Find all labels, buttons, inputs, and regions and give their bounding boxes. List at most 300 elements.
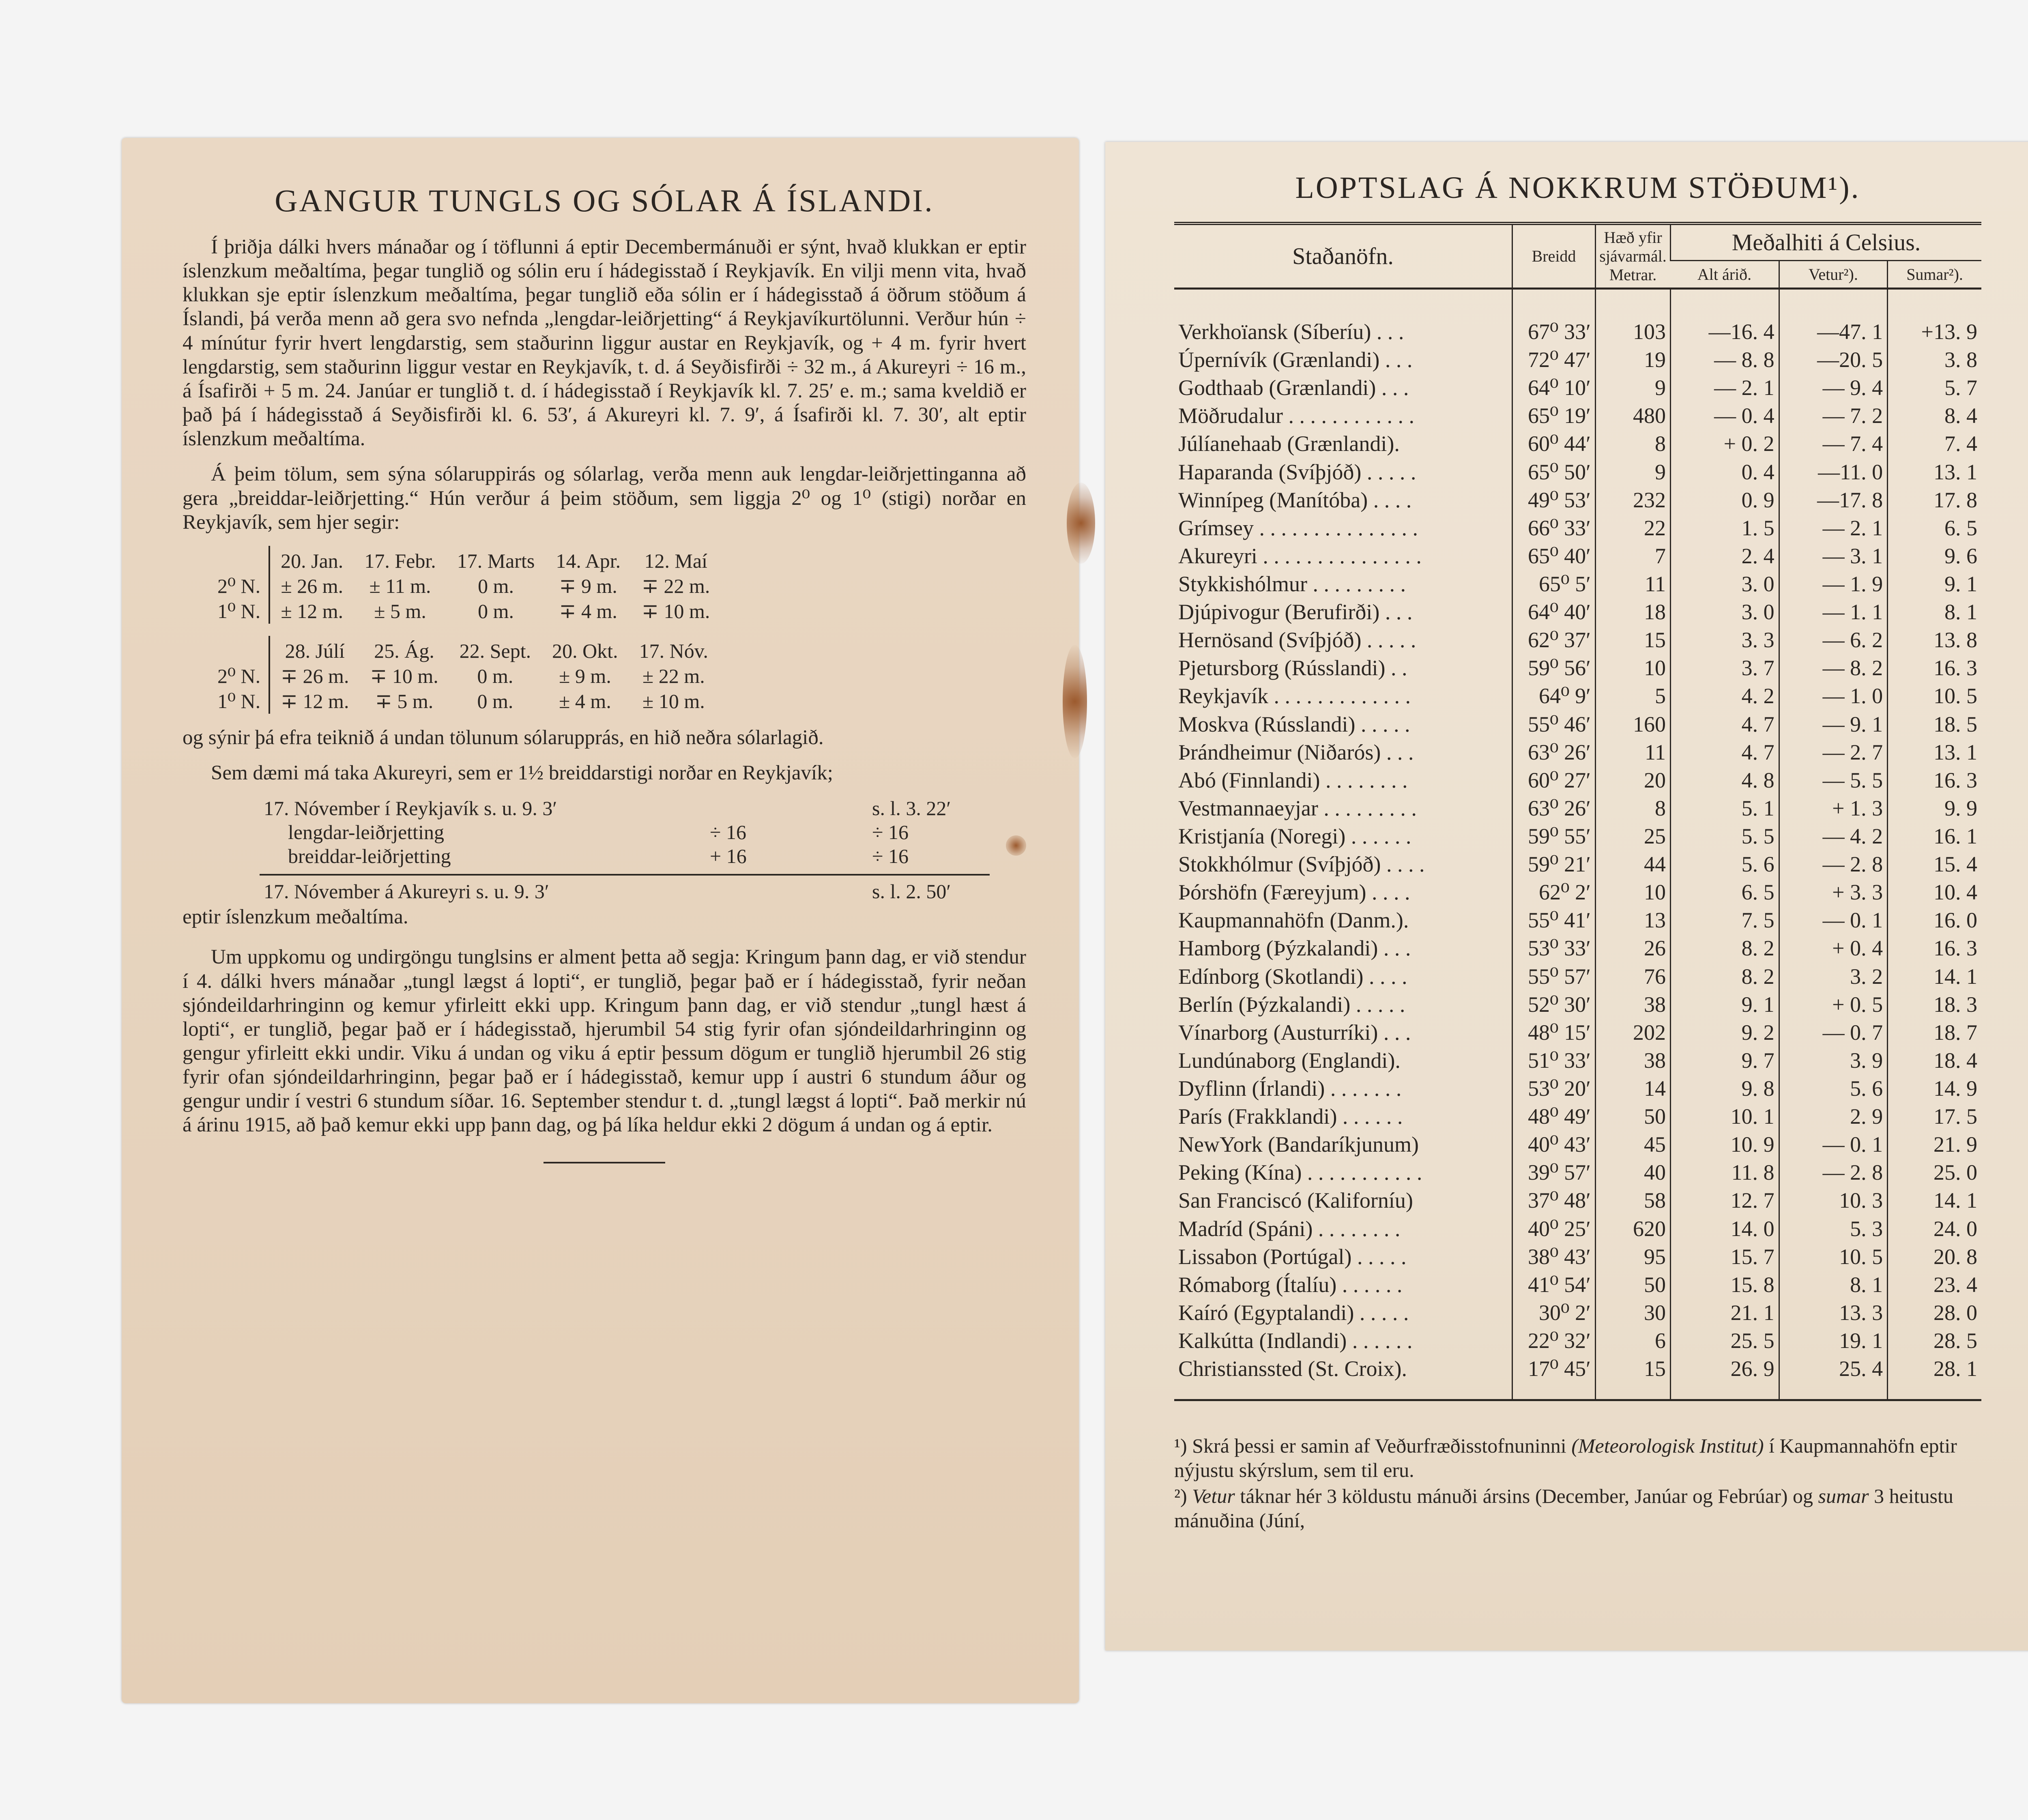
table-row <box>1174 1103 1981 1131</box>
height-cell: 38 <box>1596 1047 1671 1075</box>
temp-summer-cell: 18. 5 <box>1888 710 1981 738</box>
temp-summer-cell: 9. 1 <box>1888 570 1981 598</box>
temp-year-cell: — 8. 8 <box>1671 346 1779 374</box>
temp-year-cell: 14. 0 <box>1671 1215 1779 1243</box>
temp-summer-cell: 8. 1 <box>1888 598 1981 626</box>
latitude-cell: 40⁰ 25′ <box>1512 1215 1596 1243</box>
latitude-cell: 65⁰ 19′ <box>1512 402 1596 430</box>
temp-summer-cell: 7. 4 <box>1888 430 1981 458</box>
header-year: Alt árið. <box>1671 261 1779 289</box>
header-winter: Vetur²). <box>1779 261 1888 289</box>
temp-winter-cell: —11. 0 <box>1779 458 1888 486</box>
latitude-cell: 48⁰ 15′ <box>1512 1019 1596 1047</box>
place-name-cell: Peking (Kína) . . . . . . . . . . . <box>1178 1160 1422 1185</box>
correction-table-second-half <box>207 636 719 714</box>
place-name-cell: Winnípeg (Manítóba) . . . . <box>1178 487 1412 512</box>
temp-summer-cell: 18. 4 <box>1888 1047 1981 1075</box>
latitude-cell: 66⁰ 33′ <box>1512 514 1596 542</box>
temp-winter-cell: —20. 5 <box>1779 346 1888 374</box>
temp-summer-cell: 18. 3 <box>1888 991 1981 1019</box>
temp-winter-cell: — 3. 1 <box>1779 542 1888 570</box>
temp-winter-cell: —17. 8 <box>1779 486 1888 514</box>
header-summer: Sumar²). <box>1888 261 1981 289</box>
latitude-cell: 63⁰ 26′ <box>1512 738 1596 766</box>
latitude-cell: 63⁰ 26′ <box>1512 794 1596 822</box>
table-row <box>1174 1159 1981 1187</box>
temp-year-cell: 2. 4 <box>1671 542 1779 570</box>
height-cell: 44 <box>1596 850 1671 878</box>
latitude-cell: 60⁰ 44′ <box>1512 430 1596 458</box>
table-cell: ∓ 22 m. <box>642 574 710 597</box>
table-row <box>1174 598 1981 626</box>
place-name-cell: Dyflinn (Írlandi) . . . . . . . <box>1178 1076 1402 1101</box>
place-name-cell: Godthaab (Grænlandi) . . . <box>1178 376 1409 400</box>
place-name-cell: París (Frakklandi) . . . . . . <box>1178 1104 1403 1129</box>
height-cell: 76 <box>1596 963 1671 991</box>
place-name-cell: Haparanda (Svíþjóð) . . . . . <box>1178 459 1416 484</box>
table-row <box>1174 1131 1981 1159</box>
place-name-cell: Þrándheimur (Niðarós) . . . <box>1178 740 1414 764</box>
header-height: Hæð yfir sjávarmál. Metrar. <box>1596 223 1671 289</box>
correction-table-first-half <box>207 546 720 624</box>
temp-summer-cell: 21. 9 <box>1888 1131 1981 1159</box>
latitude-cell: 55⁰ 41′ <box>1512 906 1596 934</box>
temp-winter-cell: 5. 6 <box>1779 1075 1888 1103</box>
temp-year-cell: 0. 9 <box>1671 486 1779 514</box>
temp-winter-cell: 8. 1 <box>1779 1271 1888 1299</box>
height-cell: 6 <box>1596 1327 1671 1355</box>
temp-summer-cell: 6. 5 <box>1888 514 1981 542</box>
height-cell: 9 <box>1596 458 1671 486</box>
table-row <box>1174 822 1981 850</box>
table-row <box>1174 766 1981 794</box>
temp-summer-cell: 9. 9 <box>1888 794 1981 822</box>
paragraph-sign-explanation: og sýnir þá efra teiknið á undan tölunum sólarupprás, en hið neðra sólarlagið. <box>183 726 824 749</box>
temp-summer-cell: 28. 0 <box>1888 1299 1981 1327</box>
left-page <box>122 138 1079 1703</box>
calc-row: 17. Nóvember í Reykjavík s. u. 9. 3′ s. l. 3. 22′ <box>264 797 951 820</box>
place-name-cell: Möðrudalur . . . . . . . . . . . . <box>1178 403 1414 428</box>
left-page-content <box>183 182 1026 1163</box>
temp-summer-cell: 13. 8 <box>1888 626 1981 654</box>
height-cell: 26 <box>1596 934 1671 962</box>
temp-year-cell: 5. 1 <box>1671 794 1779 822</box>
temp-winter-cell: — 6. 2 <box>1779 626 1888 654</box>
table-cell: ∓ 4 m. <box>559 599 617 622</box>
height-cell: 8 <box>1596 794 1671 822</box>
latitude-cell: 38⁰ 43′ <box>1512 1243 1596 1271</box>
temp-year-cell: 4. 7 <box>1671 710 1779 738</box>
temp-year-cell: 9. 1 <box>1671 991 1779 1019</box>
place-name-cell: Kaíró (Egyptalandi) . . . . . <box>1178 1300 1409 1325</box>
place-name-cell: Christianssted (St. Croix). <box>1174 1355 1512 1400</box>
temp-summer-cell: 20. 8 <box>1888 1243 1981 1271</box>
temp-summer-cell: 17. 8 <box>1888 486 1981 514</box>
temp-summer-cell: 13. 1 <box>1888 458 1981 486</box>
height-cell: 11 <box>1596 738 1671 766</box>
place-name-cell: Júlíanehaab (Grænlandi). <box>1178 431 1400 456</box>
row-label: 1⁰ N. <box>207 689 269 714</box>
table-row <box>207 689 719 714</box>
table-row <box>1174 1075 1981 1103</box>
temp-summer-cell: 10. 4 <box>1888 878 1981 906</box>
table-row <box>1174 346 1981 374</box>
table-row <box>1174 1187 1981 1215</box>
table-cell: ∓ 5 m. <box>375 689 434 713</box>
table-row <box>1174 458 1981 486</box>
paragraph-latitude-correction: Á þeim tölum, sem sýna sólaruppirás og sólarlag, verða menn auk lengdar-leiðrjettinganna að gera „breiddar-leiðrjetting.“ Hún verður á þeim stöðum, sem liggja 2⁰ og 1⁰ (stigi) norðar en Reykjavík, sem hjer segir: <box>183 463 1026 534</box>
header-mean-temperature: Meðalhiti á Celsius. <box>1671 223 1982 261</box>
column-header: 17. Febr. <box>364 549 436 572</box>
left-page-title: GANGUR TUNGLS OG SÓLAR Á ÍSLANDI. <box>275 183 934 218</box>
height-cell: 8 <box>1596 430 1671 458</box>
height-cell: 14 <box>1596 1075 1671 1103</box>
latitude-cell: 49⁰ 53′ <box>1512 486 1596 514</box>
latitude-cell: 72⁰ 47′ <box>1512 346 1596 374</box>
height-cell: 160 <box>1596 710 1671 738</box>
height-cell: 5 <box>1596 682 1671 710</box>
table-row <box>1174 738 1981 766</box>
temp-winter-cell: 2. 9 <box>1779 1103 1888 1131</box>
latitude-cell: 39⁰ 57′ <box>1512 1159 1596 1187</box>
table-row <box>1174 1355 1981 1400</box>
temp-year-cell: 21. 1 <box>1671 1299 1779 1327</box>
place-name-cell: Stykkishólmur . . . . . . . . . <box>1178 571 1406 596</box>
height-cell: 10 <box>1596 654 1671 682</box>
temp-summer-cell: 24. 0 <box>1888 1215 1981 1243</box>
place-name-cell: NewYork (Bandaríkjunum) <box>1178 1132 1419 1157</box>
temp-winter-cell: + 1. 3 <box>1779 794 1888 822</box>
place-name-cell: Hernösand (Svíþjóð) . . . . . <box>1178 628 1416 652</box>
latitude-cell: 52⁰ 30′ <box>1512 991 1596 1019</box>
stain <box>1063 645 1087 758</box>
height-cell: 45 <box>1596 1131 1671 1159</box>
table-row <box>1174 1243 1981 1271</box>
place-name-cell: Reykjavík . . . . . . . . . . . . . <box>1178 684 1411 708</box>
table-cell: ± 4 m. <box>559 689 611 713</box>
column-header: 17. Marts <box>457 549 535 572</box>
temp-winter-cell: — 7. 4 <box>1779 430 1888 458</box>
table-row <box>207 546 720 573</box>
height-cell: 25 <box>1596 822 1671 850</box>
temp-summer-cell: 16. 1 <box>1888 822 1981 850</box>
temp-year-cell: 10. 1 <box>1671 1103 1779 1131</box>
stain <box>1067 483 1095 564</box>
temp-winter-cell: — 1. 0 <box>1779 682 1888 710</box>
temp-summer-cell: 8. 4 <box>1888 402 1981 430</box>
table-row <box>1174 1215 1981 1243</box>
temp-winter-cell: 19. 1 <box>1779 1327 1888 1355</box>
place-name-cell: Kaupmannahöfn (Danm.). <box>1178 908 1409 933</box>
temp-year-cell: 4. 2 <box>1671 682 1779 710</box>
temp-winter-cell: — 9. 4 <box>1779 374 1888 402</box>
temp-winter-cell: 13. 3 <box>1779 1299 1888 1327</box>
temp-summer-cell: 13. 1 <box>1888 738 1981 766</box>
temp-summer-cell: 23. 4 <box>1888 1271 1981 1299</box>
temp-year-cell: 5. 5 <box>1671 822 1779 850</box>
table-cell: ∓ 26 m. <box>281 664 349 687</box>
place-name-cell: Madríd (Spáni) . . . . . . . . <box>1178 1216 1401 1241</box>
table-row <box>1174 1047 1981 1075</box>
temp-year-cell: 9. 8 <box>1671 1075 1779 1103</box>
table-row <box>1174 289 1981 346</box>
table-row <box>1174 626 1981 654</box>
table-row <box>207 573 720 599</box>
table-row <box>1174 991 1981 1019</box>
temp-winter-cell: 10. 5 <box>1779 1243 1888 1271</box>
column-header: 28. Júlí <box>285 639 345 662</box>
header-place-names: Staðanöfn. <box>1292 243 1394 269</box>
table-cell: ∓ 10 m. <box>642 599 710 622</box>
temp-year-cell: — 0. 4 <box>1671 402 1779 430</box>
latitude-cell: 37⁰ 48′ <box>1512 1187 1596 1215</box>
table-row <box>1174 1327 1981 1355</box>
place-name-cell: Akureyri . . . . . . . . . . . . . . . <box>1178 543 1422 568</box>
temp-year-cell: 8. 2 <box>1671 963 1779 991</box>
temp-summer-cell: 18. 7 <box>1888 1019 1981 1047</box>
temp-summer-cell: 16. 3 <box>1888 934 1981 962</box>
place-name-cell: Þórshöfn (Færeyjum) . . . . <box>1178 880 1410 905</box>
place-name-cell: Úpernívík (Grænlandi) . . . <box>1178 348 1413 372</box>
temp-year-cell: 25. 5 <box>1671 1327 1779 1355</box>
table-cell: 0 m. <box>477 689 513 713</box>
temp-winter-cell: — 9. 1 <box>1779 710 1888 738</box>
latitude-cell: 41⁰ 54′ <box>1512 1271 1596 1299</box>
latitude-cell: 17⁰ 45′ <box>1512 1355 1596 1400</box>
height-cell: 19 <box>1596 346 1671 374</box>
temp-winter-cell: — 0. 1 <box>1779 906 1888 934</box>
table-row <box>1174 1299 1981 1327</box>
column-header: 17. Nóv. <box>639 639 709 662</box>
height-cell: 20 <box>1596 766 1671 794</box>
temp-winter-cell: — 5. 5 <box>1779 766 1888 794</box>
height-cell: 7 <box>1596 542 1671 570</box>
temp-winter-cell: + 0. 5 <box>1779 991 1888 1019</box>
temp-year-cell: —16. 4 <box>1671 289 1779 346</box>
place-name-cell: Berlín (Þýzkalandi) . . . . . <box>1178 992 1405 1017</box>
column-header: 22. Sept. <box>459 639 531 662</box>
temp-winter-cell: — 4. 2 <box>1779 822 1888 850</box>
temp-year-cell: 1. 5 <box>1671 514 1779 542</box>
table-row <box>207 663 719 689</box>
temp-winter-cell: 5. 3 <box>1779 1215 1888 1243</box>
temp-year-cell: 15. 8 <box>1671 1271 1779 1299</box>
latitude-cell: 67⁰ 33′ <box>1512 289 1596 346</box>
table-row <box>1174 710 1981 738</box>
height-cell: 38 <box>1596 991 1671 1019</box>
table-row <box>1174 934 1981 962</box>
table-cell: ± 11 m. <box>369 574 431 597</box>
calc-divider <box>260 874 990 876</box>
table-row <box>1174 906 1981 934</box>
temp-summer-cell: +13. 9 <box>1888 289 1981 346</box>
latitude-cell: 60⁰ 27′ <box>1512 766 1596 794</box>
temp-summer-cell: 15. 4 <box>1888 850 1981 878</box>
temp-year-cell: 11. 8 <box>1671 1159 1779 1187</box>
temp-year-cell: 7. 5 <box>1671 906 1779 934</box>
place-name-cell: Vestmannaeyjar . . . . . . . . . <box>1178 796 1417 820</box>
temp-summer-cell: 14. 1 <box>1888 1187 1981 1215</box>
row-label: 1⁰ N. <box>207 599 269 624</box>
temp-summer-cell: 16. 3 <box>1888 654 1981 682</box>
latitude-cell: 59⁰ 56′ <box>1512 654 1596 682</box>
table-row <box>1174 850 1981 878</box>
temp-winter-cell: — 8. 2 <box>1779 654 1888 682</box>
temp-year-cell: 3. 3 <box>1671 626 1779 654</box>
footnote-1: ¹) Skrá þessi er samin af Veðurfræðisstofnuninni (Meteorologisk Institut) í Kaupmannahöfn eptir nýjustu skýrslum, sem til eru. <box>1174 1434 1957 1482</box>
place-name-cell: Hamborg (Þýzkalandi) . . . <box>1178 936 1411 961</box>
column-header: 20. Okt. <box>552 639 618 662</box>
place-name-cell: Grímsey . . . . . . . . . . . . . . . <box>1178 515 1418 540</box>
place-name-cell: Rómaborg (Ítalíu) . . . . . . <box>1178 1272 1403 1297</box>
latitude-cell: 40⁰ 43′ <box>1512 1131 1596 1159</box>
temp-year-cell: 9. 7 <box>1671 1047 1779 1075</box>
place-name-cell: San Franciscó (Kaliforníu) <box>1178 1188 1413 1213</box>
temp-winter-cell: — 1. 1 <box>1779 598 1888 626</box>
column-header: 14. Apr. <box>556 549 621 572</box>
calc-row: 17. Nóvember á Akureyri s. u. 9. 3′ s. l. 2. 50′ <box>264 880 951 903</box>
temp-year-cell: 8. 2 <box>1671 934 1779 962</box>
table-cell: 0 m. <box>478 574 514 597</box>
temp-winter-cell: — 0. 7 <box>1779 1019 1888 1047</box>
temp-summer-cell: 16. 3 <box>1888 766 1981 794</box>
paragraph-intro: Í þriðja dálki hvers mánaðar og í töflunni á eptir Decembermánuði er sýnt, hvað klukkan er eptir íslenzkum meðaltíma, þegar tunglið og sólin eru í hádegisstað í Reykjavík. En vilji menn vita, hvað klukkan sje eptir íslenzkum meðaltíma, þegar tunglið eða sólin er í hádegisstað á öðrum stöðum á Íslandi, þá verða menn að gera svo nefnda „lengdar-leiðrjetting“ á Reykjavíkurtölunni. Verður hún ÷ 4 mínútur fyrir hvert lengdarstig, sem staðurinn liggur austar en Reykjavík, og + 4 m. fyrir hvert lengdarstig, sem staðurinn liggur vestar en Reykjavík, t. d. á Seyðisfirði ÷ 32 m., á Akureyri ÷ 16 m., á Ísafirði + 5 m. 24. Janúar er tunglið t. d. í hádegisstað í Reykjavík kl. 7. 25′ e. m.; sama kveldið er það þá í hádegisstað á Seyðisfirði kl. 6. 53′, á Akureyri kl. 7. 9′, á Ísafirði kl. 7. 30′, alt eptir íslenzkum meðaltíma. <box>183 236 1026 451</box>
calc-result <box>264 880 1026 904</box>
temp-summer-cell: 17. 5 <box>1888 1103 1981 1131</box>
temp-winter-cell: 25. 4 <box>1779 1355 1888 1400</box>
table-row <box>1174 514 1981 542</box>
temp-winter-cell: —47. 1 <box>1779 289 1888 346</box>
latitude-cell: 30⁰ 2′ <box>1512 1299 1596 1327</box>
stain <box>1006 835 1026 856</box>
calc-row: lengdar-leiðrjetting ÷ 16 ÷ 16 <box>288 821 909 844</box>
paragraph-moonrise: Um uppkomu og undirgöngu tunglsins er alment þetta að segja: Kringum þann dag, er við stendur í 4. dálki hvers mánaðar „tungl lægst á lopti“, er tunglið, þegar það er í hádegisstað, fyrir neðan sjóndeildarhringinn og kemur yfirleitt ekki upp. Kringum þann dag, er við stendur „tungl hæst á lopti“, er tunglið, þegar það er í hádegisstað, hjerumbil 54 stig fyrir ofan sjóndeildarhringinn og gengur yfirleitt ekki undir. Viku á undan og viku á eptir þessum dögum er tunglið hjerumbil 26 stig fyrir ofan sjóndeildarhringinn, þegar það er í hádegisstað, kemur upp í austri 6 stundum áður og gengur undir í vestri 6 stundum síðar. 16. September stendur t. d. „tungl lægst á lopti“. Það merkir nú á árinu 1915, að það kemur ekki upp þann dag, og þá líka heldur ekki 2 dögum á undan og á eptir. <box>183 946 1026 1137</box>
temp-winter-cell: 3. 2 <box>1779 963 1888 991</box>
place-name-cell: Kristjanía (Noregi) . . . . . . <box>1178 824 1411 848</box>
temp-winter-cell: — 2. 7 <box>1779 738 1888 766</box>
height-cell: 30 <box>1596 1299 1671 1327</box>
height-cell: 480 <box>1596 402 1671 430</box>
height-cell: 232 <box>1596 486 1671 514</box>
temp-year-cell: 15. 7 <box>1671 1243 1779 1271</box>
place-name-cell: Stokkhólmur (Svíþjóð) . . . . <box>1178 852 1425 877</box>
temp-year-cell: 3. 0 <box>1671 598 1779 626</box>
temp-winter-cell: 10. 3 <box>1779 1187 1888 1215</box>
temp-winter-cell: — 2. 8 <box>1779 850 1888 878</box>
temp-summer-cell: 28. 1 <box>1888 1355 1981 1400</box>
temp-summer-cell: 28. 5 <box>1888 1327 1981 1355</box>
height-cell: 620 <box>1596 1215 1671 1243</box>
temp-summer-cell: 14. 9 <box>1888 1075 1981 1103</box>
calc-tail: eptir íslenzkum meðaltíma. <box>183 906 408 929</box>
latitude-cell: 55⁰ 46′ <box>1512 710 1596 738</box>
latitude-cell: 65⁰ 50′ <box>1512 458 1596 486</box>
temp-winter-cell: — 1. 9 <box>1779 570 1888 598</box>
temp-winter-cell: 3. 9 <box>1779 1047 1888 1075</box>
latitude-cell: 48⁰ 49′ <box>1512 1103 1596 1131</box>
right-page-title: LOPTSLAG Á NOKKRUM STÖÐUM¹). <box>1295 171 1860 205</box>
table-row <box>1174 486 1981 514</box>
latitude-cell: 51⁰ 33′ <box>1512 1047 1596 1075</box>
table-cell: ± 12 m. <box>281 599 344 622</box>
temp-year-cell: + 0. 2 <box>1671 430 1779 458</box>
place-name-cell: Lundúnaborg (Englandi). <box>1178 1048 1401 1073</box>
height-cell: 50 <box>1596 1103 1671 1131</box>
latitude-cell: 53⁰ 33′ <box>1512 934 1596 962</box>
table-row <box>1174 654 1981 682</box>
temp-winter-cell: + 3. 3 <box>1779 878 1888 906</box>
table-row <box>1174 1271 1981 1299</box>
height-cell: 22 <box>1596 514 1671 542</box>
height-cell: 9 <box>1596 374 1671 402</box>
paragraph-example: Sem dæmi má taka Akureyri, sem er 1½ breiddarstigi norðar en Reykjavík; <box>211 762 833 785</box>
table-cell: 0 m. <box>477 664 513 687</box>
height-cell: 18 <box>1596 598 1671 626</box>
row-label: 2⁰ N. <box>207 663 269 689</box>
place-name-cell: Abó (Finnlandi) . . . . . . . . <box>1178 768 1408 792</box>
table-cell: ∓ 12 m. <box>281 689 349 713</box>
temp-year-cell: 4. 8 <box>1671 766 1779 794</box>
table-row <box>207 636 719 663</box>
place-name-cell: Lissabon (Portúgal) . . . . . <box>1178 1244 1407 1269</box>
height-cell: 15 <box>1596 626 1671 654</box>
height-cell: 50 <box>1596 1271 1671 1299</box>
height-cell: 58 <box>1596 1187 1671 1215</box>
latitude-cell: 64⁰ 9′ <box>1512 682 1596 710</box>
temp-year-cell: — 2. 1 <box>1671 374 1779 402</box>
temp-summer-cell: 10. 5 <box>1888 682 1981 710</box>
temp-year-cell: 3. 7 <box>1671 654 1779 682</box>
temp-winter-cell: — 2. 8 <box>1779 1159 1888 1187</box>
temp-summer-cell: 5. 7 <box>1888 374 1981 402</box>
height-cell: 103 <box>1596 289 1671 346</box>
latitude-cell: 53⁰ 20′ <box>1512 1075 1596 1103</box>
header-latitude: Breidd <box>1512 223 1596 289</box>
temp-year-cell: 0. 4 <box>1671 458 1779 486</box>
table-row <box>1174 374 1981 402</box>
temp-year-cell: 10. 9 <box>1671 1131 1779 1159</box>
temp-year-cell: 26. 9 <box>1671 1355 1779 1400</box>
latitude-cell: 62⁰ 37′ <box>1512 626 1596 654</box>
table-cell: ∓ 9 m. <box>559 574 617 597</box>
temp-summer-cell: 9. 6 <box>1888 542 1981 570</box>
latitude-cell: 62⁰ 2′ <box>1512 878 1596 906</box>
table-cell: ± 9 m. <box>559 664 611 687</box>
place-name-cell: Djúpivogur (Berufirði) . . . <box>1178 600 1413 625</box>
table-row <box>1174 570 1981 598</box>
temp-summer-cell: 16. 0 <box>1888 906 1981 934</box>
table-row <box>1174 794 1981 822</box>
table-cell: ± 10 m. <box>642 689 705 713</box>
table-row <box>1174 682 1981 710</box>
temp-year-cell: 6. 5 <box>1671 878 1779 906</box>
height-cell: 11 <box>1596 570 1671 598</box>
temp-year-cell: 9. 2 <box>1671 1019 1779 1047</box>
latitude-cell: 65⁰ 5′ <box>1512 570 1596 598</box>
place-name-cell: Vínarborg (Austurríki) . . . <box>1178 1020 1411 1045</box>
column-header: 20. Jan. <box>281 549 344 572</box>
temp-winter-cell: + 0. 4 <box>1779 934 1888 962</box>
height-cell: 40 <box>1596 1159 1671 1187</box>
temp-summer-cell: 25. 0 <box>1888 1159 1981 1187</box>
table-row <box>1174 402 1981 430</box>
temp-winter-cell: — 7. 2 <box>1779 402 1888 430</box>
latitude-cell: 59⁰ 55′ <box>1512 822 1596 850</box>
latitude-cell: 55⁰ 57′ <box>1512 963 1596 991</box>
height-cell: 10 <box>1596 878 1671 906</box>
page-end-rule <box>544 1162 665 1163</box>
latitude-cell: 64⁰ 10′ <box>1512 374 1596 402</box>
